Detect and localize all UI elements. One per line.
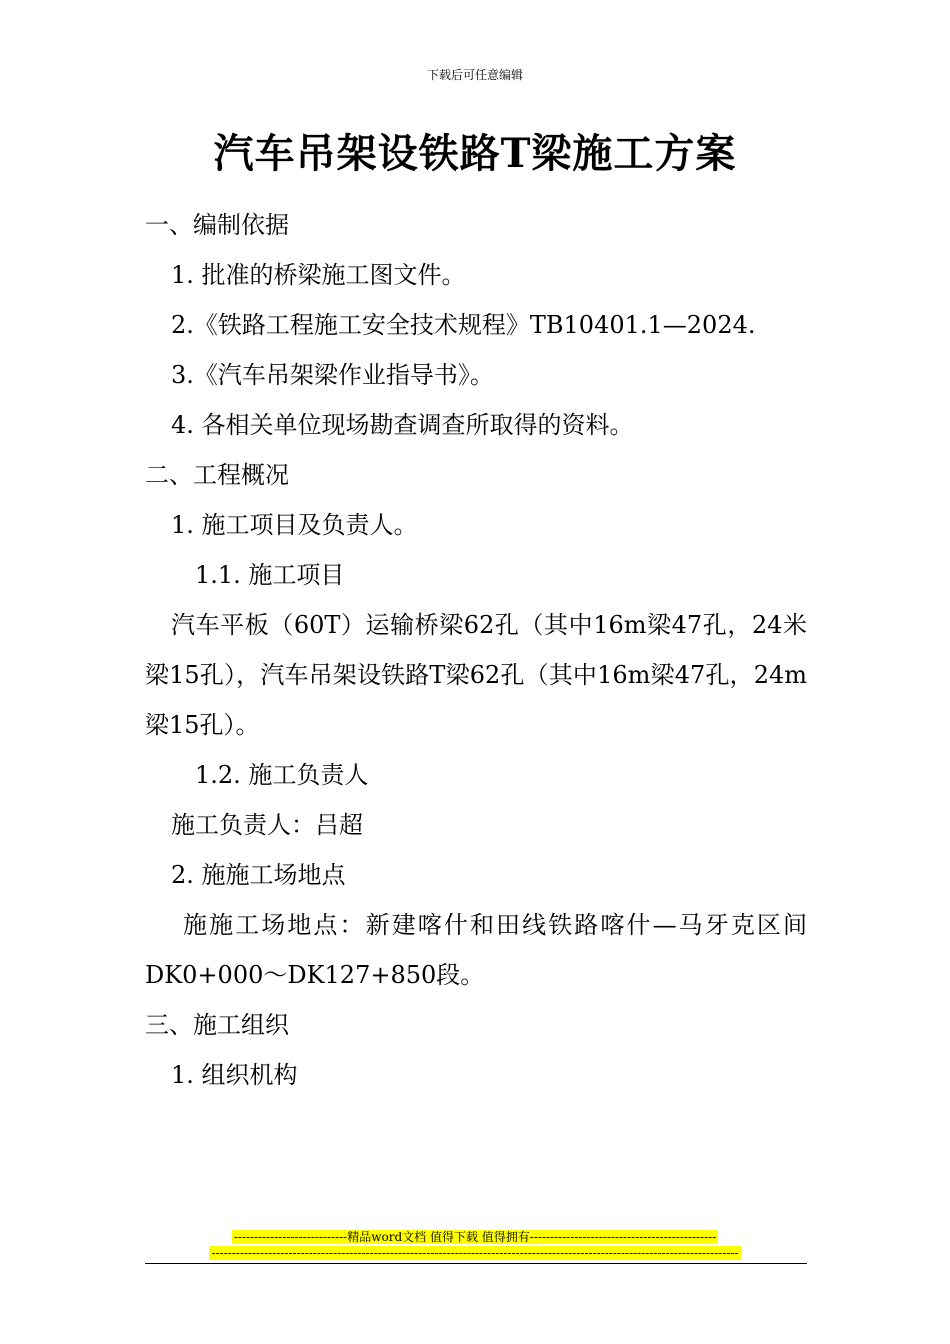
footer-banner-text: ----------------------------精品word文档 值得下载 值得拥有---------------------------------------------- bbox=[233, 1230, 717, 1244]
section-heading-overview: 二、工程概况 bbox=[145, 461, 289, 489]
basis-item-4: 4. 各相关单位现场勘查调查所取得的资料。 bbox=[171, 411, 634, 439]
site-location: 施施工场地点：新建喀什和田线铁路喀什—马牙克区间DK0+000～DK127+850段。 bbox=[145, 911, 807, 989]
basis-item-1: 1. 批准的桥梁施工图文件。 bbox=[171, 261, 466, 289]
overview-item-1-1: 1.1. 施工项目 bbox=[195, 561, 345, 589]
overview-item-1-2: 1.2. 施工负责人 bbox=[195, 761, 369, 789]
overview-item-1: 1. 施工项目及负责人。 bbox=[171, 511, 418, 539]
section-heading-organization: 三、施工组织 bbox=[145, 1011, 289, 1039]
organization-item-1: 1. 组织机构 bbox=[171, 1061, 298, 1089]
basis-item-2: 2.《铁路工程施工安全技术规程》TB10401.1—2024. bbox=[171, 311, 756, 339]
responsible-person: 施工负责人：吕超 bbox=[171, 811, 363, 839]
footer-banner bbox=[0, 1229, 950, 1245]
document-title: 汽车吊架设铁路T梁施工方案 bbox=[213, 130, 737, 177]
footer-rule bbox=[145, 1263, 807, 1264]
basis-item-3: 3.《汽车吊架梁作业指导书》。 bbox=[171, 361, 494, 389]
section-heading-basis: 一、编制依据 bbox=[145, 211, 289, 239]
footer-dashes bbox=[0, 1245, 950, 1261]
overview-item-2: 2. 施施工场地点 bbox=[171, 861, 346, 889]
header-note: 下载后可任意编辑 bbox=[426, 68, 523, 82]
project-description: 汽车平板（60T）运输桥梁62孔（其中16m梁47孔，24米梁15孔），汽车吊架设铁路T梁62孔（其中16m梁47孔，24m梁15孔）。 bbox=[145, 611, 807, 739]
document-body bbox=[145, 200, 807, 1100]
footer-dashes-text: ---------------------------------------------------------------------------------------------------------------------------------- bbox=[211, 1246, 739, 1260]
